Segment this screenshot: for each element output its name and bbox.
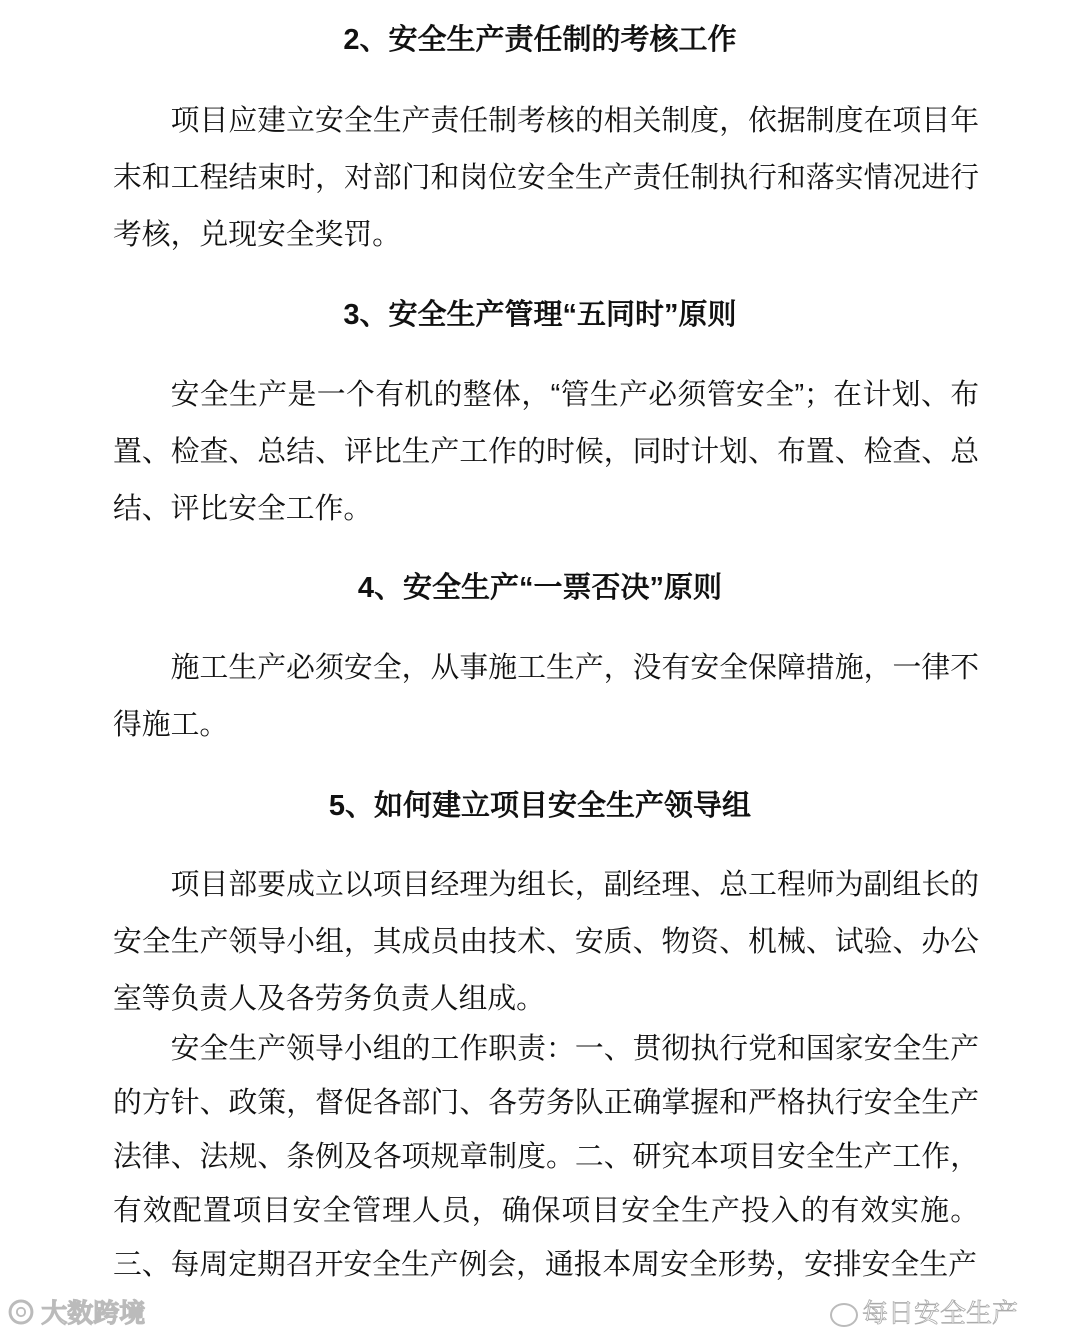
paragraph: 项目部要成立以项目经理为组长，副经理、总工程师为副组长的安全生产领导小组，其成员由技术、安质、物资、机械、试验、办公室等负责人及各劳务负责人组成。 [113,869,979,1015]
watermark-right [830,1298,1018,1328]
paragraph: 安全生产是一个有机的整体，“管生产必须管安全”；在计划、布置、检查、总结、评比生产工作的时候，同时计划、布置、检查、总结、评比安全工作。 [113,379,979,525]
paragraph: 项目应建立安全生产责任制考核的相关制度，依据制度在项目年末和工程结束时，对部门和岗位安全生产责任制执行和落实情况进行考核，兑现安全奖罚。 [113,105,979,251]
section-title: 4、安全生产“一票否决”原则 [357,572,723,604]
watermark-left [8,1298,145,1328]
section-title: 3、安全生产管理“五同时”原则 [343,299,737,331]
section-title: 2、安全生产责任制的考核工作 [343,24,737,56]
watermark-right-text: 每日安全生产 [862,1298,1019,1328]
paragraph: 施工生产必须安全，从事施工生产，没有安全保障措施，一律不得施工。 [113,652,979,741]
wechat-icon [830,1303,858,1327]
watermark-logo-icon: ⦿ [8,1298,42,1328]
section-title: 5、如何建立项目安全生产领导组 [328,790,752,822]
paragraph: 安全生产领导小组的工作职责：一、贯彻执行党和国家安全生产的方针、政策，督促各部门、各劳务队正确掌握和严格执行安全生产法律、法规、条例及各项规章制度。二、研究本项目安全生产工作，有效配置项目安全管理人员，确保项目安全生产投入的有效实施。三、每周定期召开安全生产例会，通报本周安全形势，安排安全生产 [113,1033,979,1281]
watermark-left-text: 大数跨境 [41,1298,146,1328]
